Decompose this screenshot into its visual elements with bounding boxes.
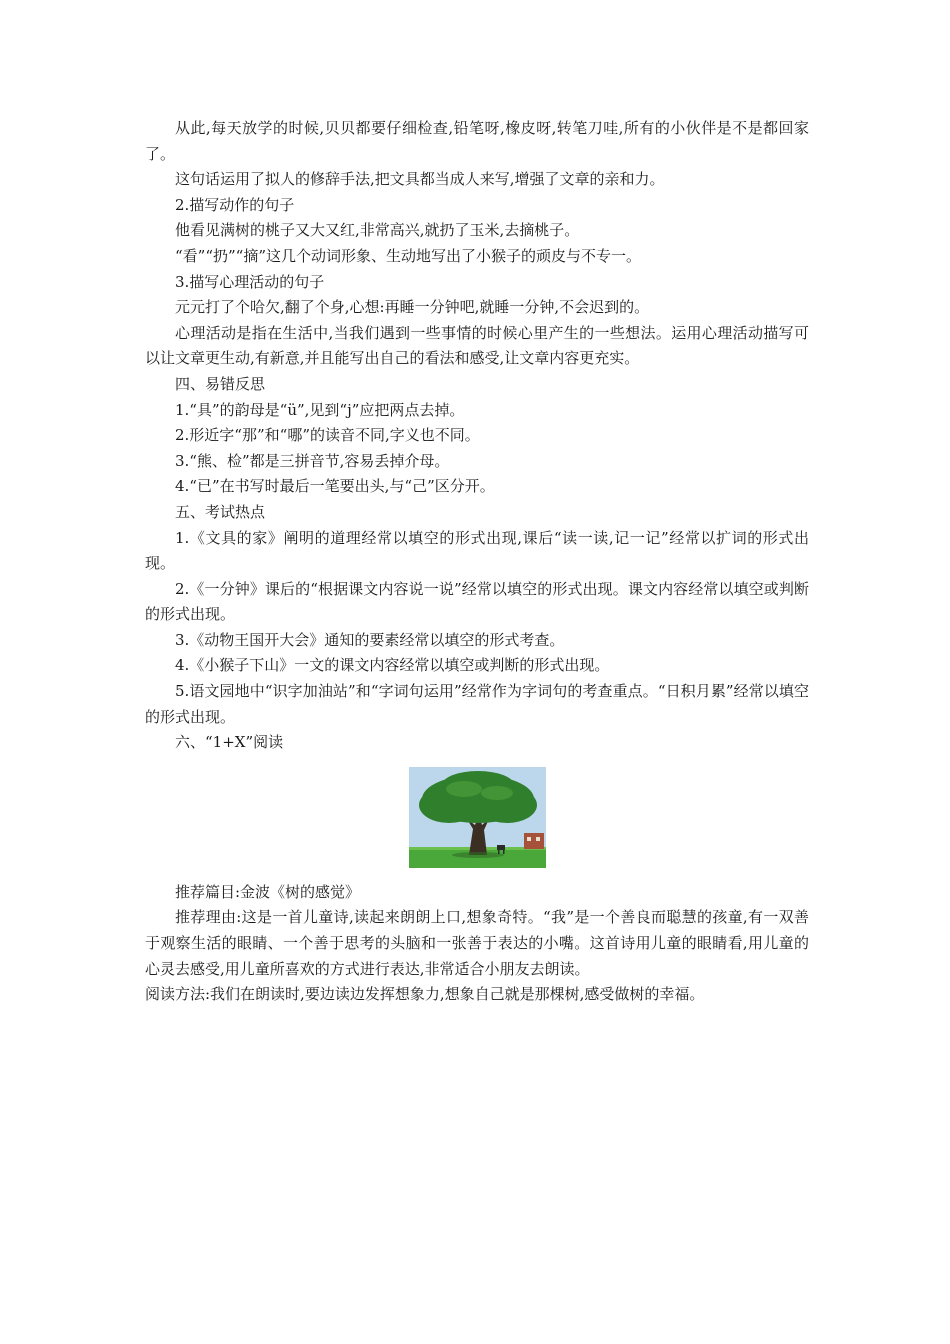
- reading-method: 阅读方法:我们在朗读时,要边读边发挥想象力,想象自己就是那棵树,感受做树的幸福。: [145, 985, 705, 1004]
- tree-illustration: [145, 767, 809, 868]
- section-heading: 五、考试热点: [175, 502, 266, 521]
- list-item: 2.《一分钟》课后的“根据课文内容说一说”经常以填空的形式出现。课文内容经常以填空或判断的形式出现。: [145, 579, 809, 624]
- recommended-title: 推荐篇目:金波《树的感觉》: [175, 882, 361, 901]
- paragraph: 他看见满树的桃子又大又红,非常高兴,就扔了玉米,去摘桃子。: [175, 221, 580, 240]
- list-item: 2.形近字“那”和“哪”的读音不同,字义也不同。: [175, 426, 480, 445]
- section-heading: 3.描写心理活动的句子: [175, 272, 325, 291]
- section-heading: 四、易错反思: [175, 374, 266, 393]
- section-heading: 六、“1+X”阅读: [175, 733, 284, 752]
- list-item: 3.“熊、检”都是三拼音节,容易丢掉介母。: [175, 451, 450, 470]
- paragraph: “看”“扔”“摘”这几个动词形象、生动地写出了小猴子的顽皮与不专一。: [175, 246, 642, 265]
- tree-image: [409, 767, 546, 868]
- list-item: 4.《小猴子下山》一文的课文内容经常以填空或判断的形式出现。: [175, 656, 610, 675]
- list-item: 5.语文园地中“识字加油站”和“字词句运用”经常作为字词句的考查重点。“日积月累”经常以填空的形式出现。: [145, 682, 809, 726]
- paragraph: 这句话运用了拟人的修辞手法,把文具都当成人来写,增强了文章的亲和力。: [175, 170, 665, 189]
- list-item: 3.《动物王国开大会》通知的要素经常以填空的形式考查。: [175, 630, 565, 649]
- list-item: 1.《文具的家》阐明的道理经常以填空的形式出现,课后“读一读,记一记”经常以扩词的形式出现。: [145, 528, 809, 573]
- section-heading: 2.描写动作的句子: [175, 195, 295, 214]
- list-item: 4.“已”在书写时最后一笔要出头,与“己”区分开。: [175, 477, 495, 496]
- paragraph: 从此,每天放学的时候,贝贝都要仔细检查,铅笔呀,橡皮呀,转笔刀哇,所有的小伙伴是不是都回家了。: [145, 119, 809, 163]
- recommend-reason: 推荐理由:这是一首儿童诗,读起来朗朗上口,想象奇特。“我”是一个善良而聪慧的孩童,有一双善于观察生活的眼睛、一个善于思考的头脑和一张善于表达的小嘴。这首诗用儿童的眼睛看,用儿童的心灵去感受,用儿童所喜欢的方式进行表达,非常适合小朋友去朗读。: [145, 908, 809, 978]
- list-item: 1.“具”的韵母是“ü”,见到“j”应把两点去掉。: [175, 400, 465, 419]
- paragraph: 心理活动是指在生活中,当我们遇到一些事情的时候心里产生的一些想法。运用心理活动描写可以让文章更生动,有新意,并且能写出自己的看法和感受,让文章内容更充实。: [145, 323, 809, 368]
- document-page: [145, 116, 809, 1008]
- paragraph: 元元打了个哈欠,翻了个身,心想:再睡一分钟吧,就睡一分钟,不会迟到的。: [175, 298, 650, 317]
